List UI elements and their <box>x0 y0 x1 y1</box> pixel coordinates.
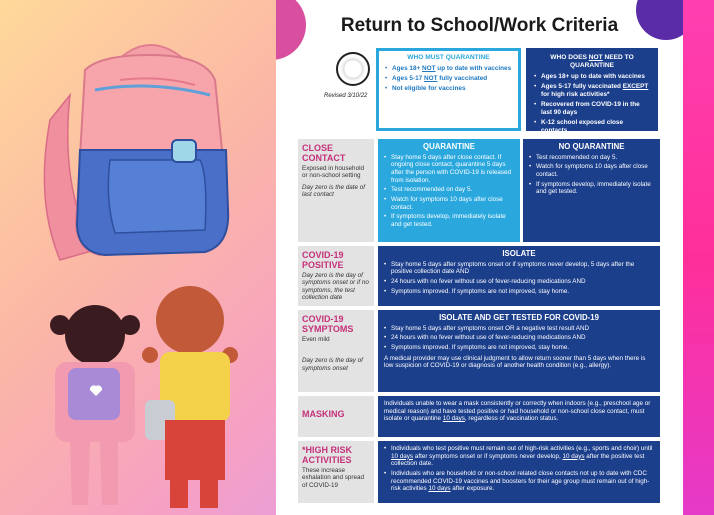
right-accent-stripe <box>683 0 714 515</box>
who-not-quarantine-box <box>526 48 658 135</box>
no-quarantine-block: NO QUARANTINE • Test recommended on day 5. • Watch for symptoms 10 days after close contact. • If symptoms develop, immediately isolate and get tested. <box>523 139 660 242</box>
isolate-block: ISOLATE • Stay home 5 days after symptoms onset or if symptoms never develop, 5 days after the positive collection date AND • 24 hours with no fever without use of fever-reducing medications AND • Symptoms improved. If symptoms are not improved, stay home. <box>378 246 660 306</box>
who-not-item: • K-12 school exposed close contacts <box>534 119 650 135</box>
who-must-item: • Not eligible for vaccines <box>385 85 512 93</box>
county-seal-icon <box>336 52 370 86</box>
close-contact-label: CLOSE CONTACT Exposed in household or non-school setting Day zero is the date of last contact <box>298 139 374 242</box>
who-not-item: • Ages 18+ up to date with vaccines <box>534 73 650 81</box>
page-title: Return to School/Work Criteria <box>340 15 619 36</box>
revised-date: Revised 3/10/22 <box>324 93 368 99</box>
who-must-item: • Ages 18+ NOT up to date with vaccines <box>385 65 512 73</box>
who-not-item: • Recovered from COVID-19 in the last 90 days <box>534 101 650 117</box>
isolate-test-block: ISOLATE AND GET TESTED FOR COVID-19 • Stay home 5 days after symptoms onset OR a negative test result AND • 24 hours with no fever without use of fever-reducing medications AND • Symptoms improved. If symptoms are not improved, stay home. A medical provider may use clinical judgment to allow return sooner than 5 days when there is low suspicion of COVID-19 or diagnosis of another health condition (e.g., allergy). <box>378 310 660 392</box>
high-risk-item: • Individuals who are household or non-school related close contacts not up to date with CDC recommended COVID-19 vaccines and boosters for their age group must remain out of high-risk activities 10 days after exposure. <box>384 470 654 493</box>
who-not-heading: WHO DOES NOT NEED TO QUARANTINE <box>550 54 634 70</box>
masking-block: Individuals unable to wear a mask consistently or correctly when indoors (e.g., preschool age or medical reason) and have tested positive or had household or non-school close contact, must isolate or quarantine 10 days, regardless of vaccination status. <box>378 396 660 437</box>
covid-symptoms-label: COVID-19 SYMPTOMS Even mild Day zero is the day of symptoms onset <box>298 310 374 392</box>
high-risk-item: • Individuals who test positive must remain out of high-risk activities (e.g., sports and choir) until 10 days after symptoms onset or if symptoms never develop, 10 days after the positive test collection date. <box>384 445 654 468</box>
criteria-document <box>276 0 683 515</box>
quarantine-block: QUARANTINE • Stay home 5 days after close contact. If ongoing close contact, quarantine 5 days after the person with COVID-19 is released from isolation. • Test recommended on day 5. • Watch for symptoms 10 days after close contact. • If symptoms develop, immediately isolate and get tested. <box>378 139 520 242</box>
covid-positive-row <box>298 246 660 306</box>
who-must-heading: WHO MUST QUARANTINE <box>407 54 490 61</box>
masking-label: MASKING <box>298 396 374 437</box>
masking-row <box>298 396 660 437</box>
backpack-icon <box>44 45 228 260</box>
high-risk-row <box>298 441 660 503</box>
high-risk-label: *HIGH RISK ACTIVITIES These increase exhalation and spread of COVID-19 <box>298 441 374 503</box>
covid-positive-label: COVID-19 POSITIVE Day zero is the day of symptoms onset or if no symptoms, the test collection date <box>298 246 374 306</box>
high-risk-block <box>378 441 660 503</box>
child-left-icon <box>50 305 140 505</box>
who-not-item: • Ages 5-17 fully vaccinated EXCEPT for high risk activities* <box>534 83 650 99</box>
close-contact-row <box>298 139 660 242</box>
provider-note: A medical provider may use clinical judgment to allow return sooner than 5 days when there is low suspicion of COVID-19 or diagnosis of another health condition (e.g., allergy). <box>384 354 646 370</box>
who-must-quarantine-box <box>376 48 521 131</box>
backpack-kids-illustration <box>0 0 276 515</box>
covid-symptoms-row <box>298 310 660 392</box>
who-must-item: • Ages 5-17 NOT fully vaccinated <box>385 75 512 83</box>
child-right-icon <box>142 286 238 508</box>
